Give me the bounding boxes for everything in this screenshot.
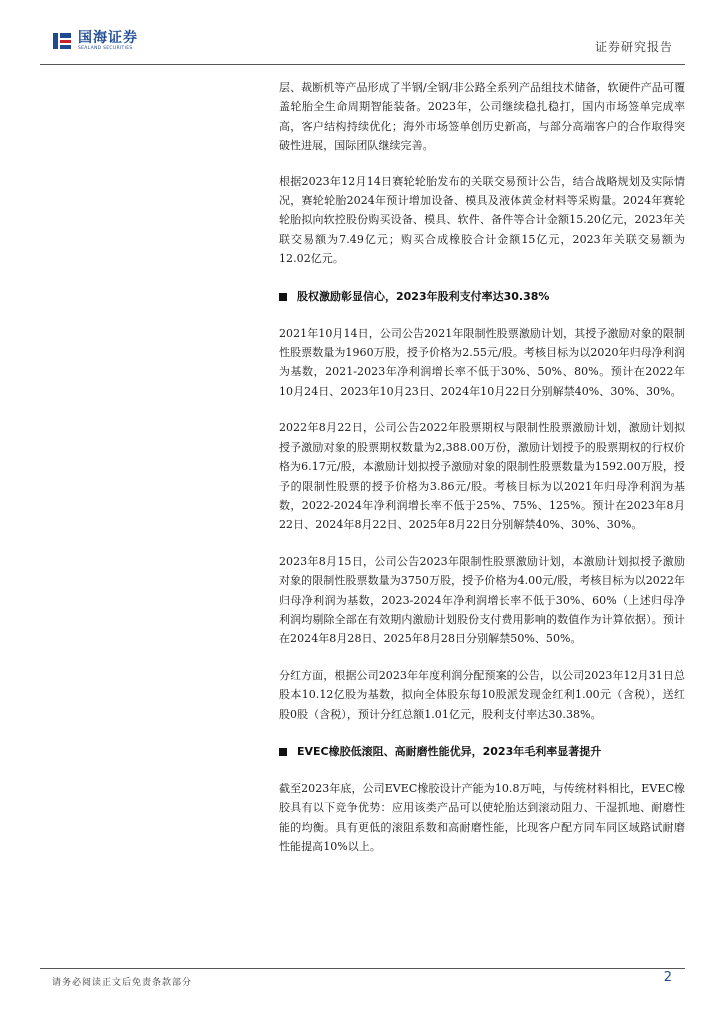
document-type: 证券研究报告 bbox=[594, 40, 673, 54]
paragraph-2022-incentive: 2022年8月22日，公司公告2022年股票期权与限制性股票激励计划，激励计划拟授予激励对象的股票期权数量为2,388.00万份，激励计划授予的股票期权的行权价格为6.17元/股，本激励计划拟授予激励对象的限制性股票数量为1592.00万股，授予的限制性股票的授予价格为3.86元/股。考核目标为以2021年归母净利润为基数，2022-2024年净利润增长率不低于25%、75%、125%。预计在2023年8月22日、2024年8月22日、2025年8月22日分别解禁40%、30%、30%。 bbox=[279, 421, 685, 532]
logo-name-cn: 国海证券 bbox=[78, 30, 138, 46]
section-heading-text: 股权激励彰显信心，2023年股利支付率达30.38% bbox=[297, 289, 550, 303]
section-heading-evec-rubber bbox=[279, 744, 685, 760]
paragraph-2021-incentive: 2021年10月14日，公司公告2021年限制性股票激励计划，其授予激励对象的限制性股票数量为1960万股，授予价格为2.55元/股。考核目标为以2020年归母净利润为基数，2021-2023年净利润增长率不低于30%、50%、80%。预计在2022年10月24日、2023年10月23日、2024年10月22日分别解禁40%、30%、30%。 bbox=[279, 326, 685, 398]
header-divider bbox=[40, 64, 685, 65]
paragraph-equipment: 层、裁断机等产品形成了半钢/全钢/非公路全系列产品组技术储备，软硬件产品可覆盖轮胎全生命周期智能装备。2023年，公司继续稳扎稳打，国内市场签单完成率高，客户结构持续优化；海外市场签单创历史新高，与部分高端客户的合作取得突破性进展，国际团队继续完善。 bbox=[279, 81, 685, 153]
page-number: 2 bbox=[663, 970, 672, 985]
disclaimer-note: 请务必阅读正文后免责条款部分 bbox=[52, 978, 193, 988]
section-heading-text: EVEC橡胶低滚阻、高耐磨性能优异，2023年毛利率显著提升 bbox=[297, 744, 602, 758]
section-heading-equity-incentive bbox=[279, 289, 685, 305]
footer-divider bbox=[40, 968, 685, 969]
square-bullet-icon bbox=[279, 748, 287, 756]
square-bullet-icon bbox=[279, 293, 287, 301]
logo-icon bbox=[52, 31, 72, 51]
paragraph-related-transactions: 根据2023年12月14日赛轮轮胎发布的关联交易预计公告，结合战略规划及实际情况，赛轮轮胎2024年预计增加设备、模具及液体黄金材料等采购量。2024年赛轮轮胎拟向软控股份购买设备、模具、软件、备件等合计金额15.20亿元，2023年关联交易额为7.49亿元；购买合成橡胶合计金额15亿元，2023年关联交易额为12.02亿元。 bbox=[279, 174, 685, 266]
paragraph-2023-incentive: 2023年8月15日，公司公告2023年限制性股票激励计划，本激励计划拟授予激励对象的限制性股票数量为3750万股，授予价格为4.00元/股，考核目标为以2022年归母净利润为基数，2023-2024年净利润增长率不低于30%、60%（上述归母净利润均剔除全部在有效期内激励计划股份支付费用影响的数值作为计算依据）。预计在2024年8月28日、2025年8月28日分别解禁50%、50%。 bbox=[279, 554, 685, 646]
paragraph-dividend: 分红方面，根据公司2023年年度利润分配预案的公告，以公司2023年12月31日总股本10.12亿股为基数，拟向全体股东每10股派发现金红利1.00元（含税），送红股0股（含税），预计分红总额1.01亿元，股利支付率达30.38%。 bbox=[279, 668, 685, 721]
company-logo bbox=[52, 30, 138, 52]
logo-name-en: SEALAND SECURITIES bbox=[78, 46, 133, 51]
paragraph-evec-advantages: 截至2023年底，公司EVEC橡胶设计产能为10.8万吨，与传统材料相比，EVEC橡胶具有以下竞争优势：应用该类产品可以使轮胎达到滚动阻力、干湿抓地、耐磨性能的均衡。具有更低的滚阻系数和高耐磨性能，比现客户配方同车同区域路试耐磨性能提高10%以上。 bbox=[279, 781, 685, 854]
report-body bbox=[279, 78, 685, 857]
page-header bbox=[40, 26, 685, 66]
